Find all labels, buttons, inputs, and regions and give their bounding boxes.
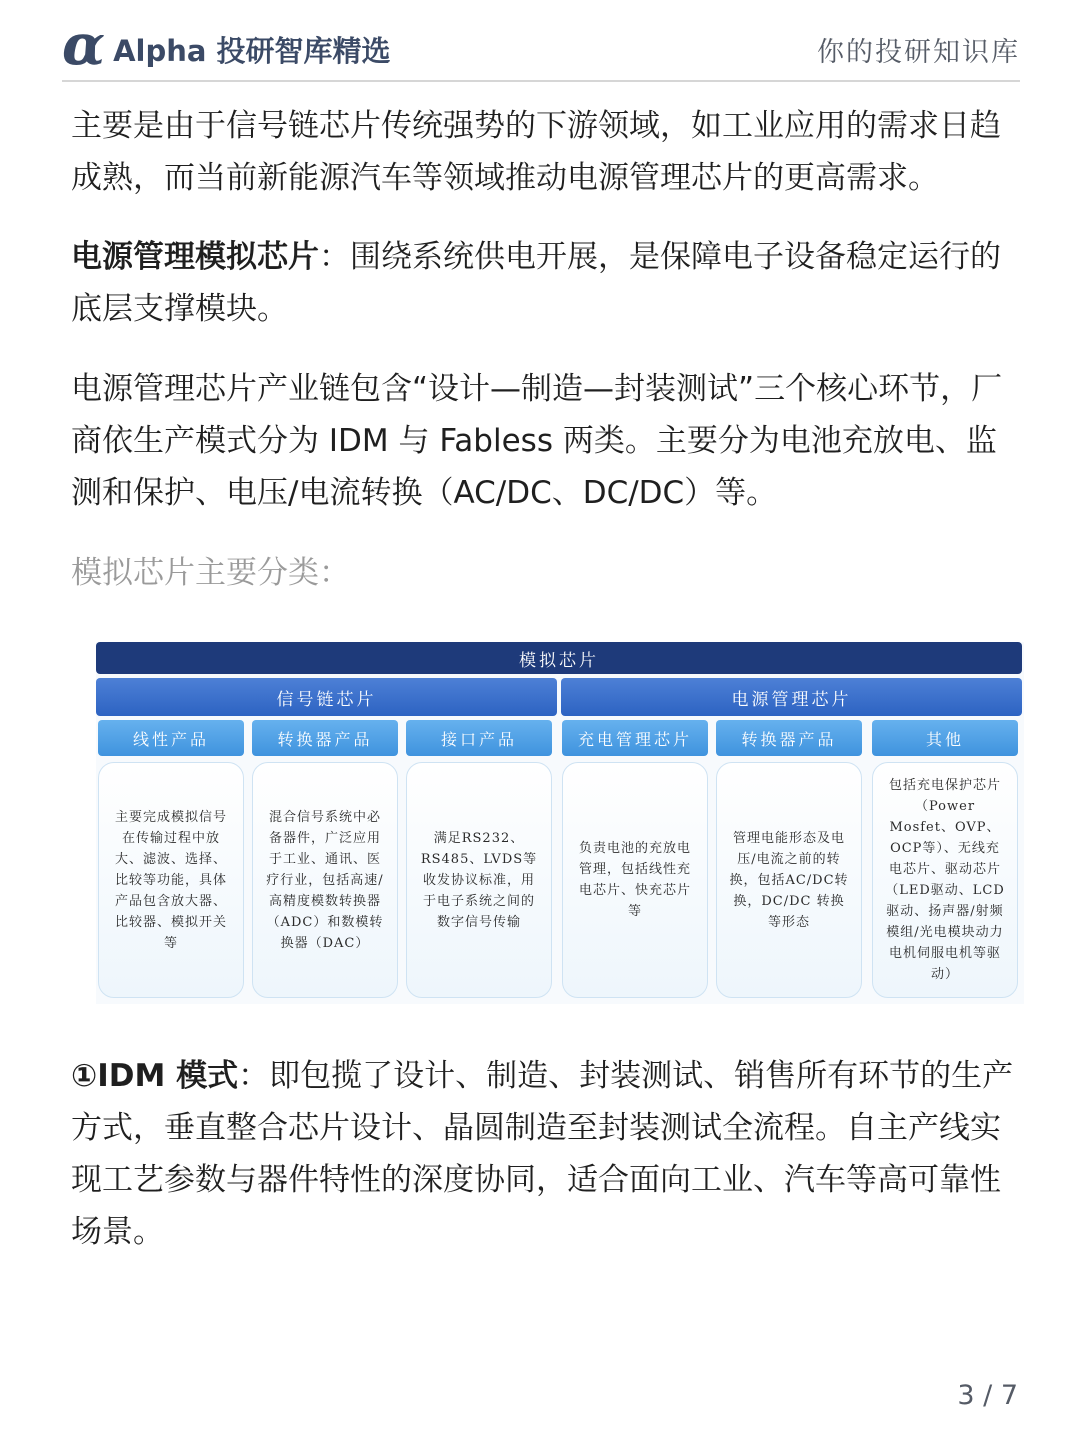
alpha-logo-icon: α [62,12,106,78]
analog-chip-classification-figure [96,642,1024,1004]
category-other: 其他 [872,720,1018,756]
idm-heading: ①IDM 模式 [71,1058,239,1094]
group-signal-chain: 信号链芯片 [96,678,557,716]
desc-charge-mgmt: 负责电池的充放电管理，包括线性充电芯片、快充芯片等 [562,762,708,998]
power-mgmt-heading: 电源管理模拟芯片 [71,239,319,275]
power-mgmt-text: ：围绕系统供电开展，是保障电子设备稳定运行的底层支撑模块。 [71,239,1001,327]
desc-linear: 主要完成模拟信号在传输过程中放大、滤波、选择、比较等功能，具体产品包含放大器、比较器、模拟开关等 [98,762,244,998]
desc-converter-signal: 混合信号系统中必备器件，广泛应用于工业、通讯、医疗行业，包括高速/高精度模数转换器（ADC）和数模转换器（DAC） [252,762,398,998]
category-charge-mgmt: 充电管理芯片 [562,720,708,756]
header-slogan: 你的投研知识库 [817,36,1020,68]
paragraph-idm-mode [71,1050,1016,1258]
group-power-management: 电源管理芯片 [561,678,1022,716]
desc-interface: 满足RS232、RS485、LVDS等收发协议标准，用于电子系统之间的数字信号传输 [406,762,552,998]
category-interface: 接口产品 [406,720,552,756]
figure-caption: 模拟芯片主要分类： [71,555,350,591]
page-number: 3 / 7 [957,1380,1018,1411]
figure-root-bar: 模拟芯片 [96,642,1022,674]
brand-name: Alpha 投研智库精选 [113,33,391,68]
category-converter-power: 转换器产品 [716,720,862,756]
paragraph-power-mgmt [71,231,1016,335]
brand [62,12,391,78]
page-header [62,12,1020,82]
desc-converter-power: 管理电能形态及电压/电流之前的转换，包括AC/DC转换，DC/DC 转换等形态 [716,762,862,998]
desc-other: 包括充电保护芯片（Power Mosfet、OVP、OCP等）、无线充电芯片、驱动芯片（LED驱动、LCD驱动、扬声器/射频模组/光电模块动力电机伺服电机等驱动） [872,762,1018,998]
category-linear: 线性产品 [98,720,244,756]
paragraph-demand: 主要是由于信号链芯片传统强势的下游领域，如工业应用的需求日趋成熟，而当前新能源汽车等领域推动电源管理芯片的更高需求。 [71,108,1001,196]
category-converter-signal: 转换器产品 [252,720,398,756]
idm-text: ：即包揽了设计、制造、封装测试、销售所有环节的生产方式，垂直整合芯片设计、晶圆制造至封装测试全流程。自主产线实现工艺参数与器件特性的深度协同，适合面向工业、汽车等高可靠性场景。 [71,1058,1014,1250]
paragraph-industry-chain: 电源管理芯片产业链包含“设计—制造—封装测试”三个核心环节，厂商依生产模式分为 IDM 与 Fabless 两类。主要分为电池充放电、监测和保护、电压/电流转换（AC/DC、DC/DC）等。 [71,371,1003,511]
